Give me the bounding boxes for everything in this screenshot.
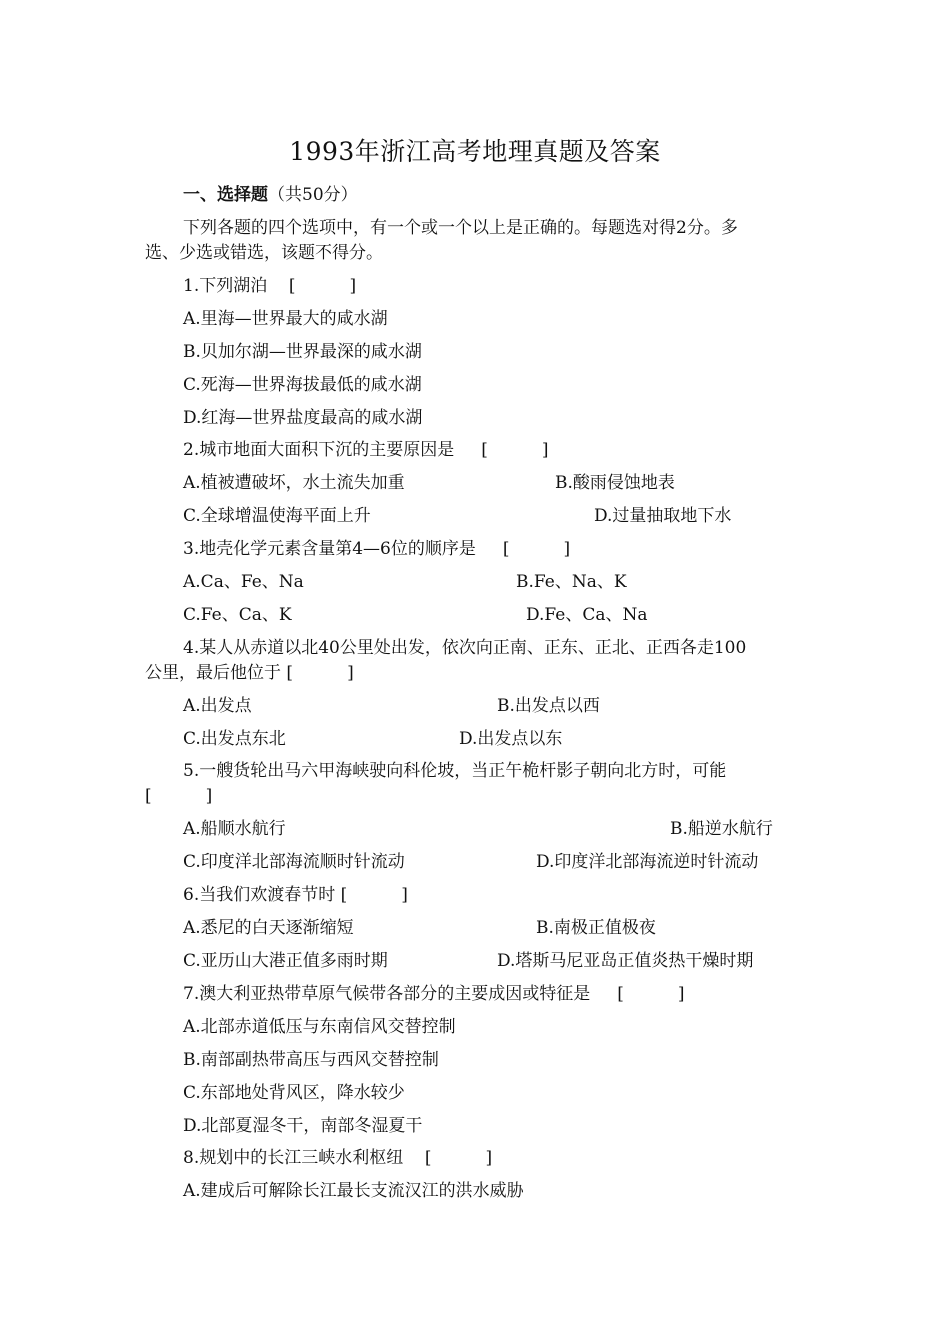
question-7-option-d: D.北部夏湿冬干，南部冬湿夏干	[183, 1116, 423, 1136]
question-5-option-d: D.印度洋北部海流逆时针流动	[536, 852, 759, 872]
question-4-option-c: C.出发点东北	[183, 729, 286, 749]
question-1-option-c: C.死海—世界海拔最低的咸水湖	[183, 375, 422, 395]
question-4-option-b: B.出发点以西	[497, 696, 600, 716]
question-7-option-b: B.南部副热带高压与西风交替控制	[183, 1050, 439, 1070]
question-3-option-b: B.Fe、Na、K	[516, 572, 627, 592]
question-3-stem-line	[183, 537, 570, 561]
question-1-option-b: B.贝加尔湖—世界最深的咸水湖	[183, 342, 422, 362]
question-4-stem-line-1: 4.某人从赤道以北40公里处出发，依次向正南、正东、正北、正西各走100	[183, 638, 747, 658]
section-heading-line	[183, 183, 358, 207]
question-8-stem-line	[183, 1146, 492, 1170]
instructions-line-2: 选、少选或错选，该题不得分。	[145, 243, 383, 263]
page-title: 1993年浙江高考地理真题及答案	[289, 137, 661, 166]
answer-bracket: [ ]	[481, 440, 549, 460]
question-2-option-d: D.过量抽取地下水	[594, 506, 732, 526]
question-7-stem-line	[183, 982, 685, 1006]
question-7-option-a: A.北部赤道低压与东南信风交替控制	[183, 1017, 456, 1037]
answer-bracket: [ ]	[617, 984, 685, 1004]
answer-bracket: [ ]	[145, 786, 213, 806]
question-3-option-a: A.Ca、Fe、Na	[183, 572, 304, 592]
question-3-option-c: C.Fe、Ca、K	[183, 605, 292, 625]
question-6-stem-line	[183, 883, 408, 907]
instructions-line-1: 下列各题的四个选项中，有一个或一个以上是正确的。每题选对得2分。多	[183, 218, 738, 238]
question-2-option-a: A.植被遭破坏，水土流失加重	[183, 473, 405, 493]
question-4-option-d: D.出发点以东	[459, 729, 563, 749]
question-4-option-a: A.出发点	[183, 696, 252, 716]
question-7-stem: 7.澳大利亚热带草原气候带各部分的主要成因或特征是	[183, 984, 591, 1004]
question-2-stem: 2.城市地面大面积下沉的主要原因是	[183, 440, 455, 460]
question-7-option-c: C.东部地处背风区，降水较少	[183, 1083, 405, 1103]
answer-bracket: [ ]	[424, 1148, 493, 1168]
question-6-option-d: D.塔斯马尼亚岛正值炎热干燥时期	[497, 951, 754, 971]
question-3-option-d: D.Fe、Ca、Na	[526, 605, 648, 625]
question-1-option-d: D.红海—世界盐度最高的咸水湖	[183, 408, 423, 428]
question-6-option-a: A.悉尼的白天逐渐缩短	[183, 918, 354, 938]
question-2-stem-line	[183, 438, 549, 462]
question-3-stem: 3.地壳化学元素含量第4—6位的顺序是	[183, 539, 476, 559]
question-8-option-a: A.建成后可解除长江最长支流汉江的洪水威胁	[183, 1181, 524, 1201]
question-2-option-c: C.全球增温使海平面上升	[183, 506, 371, 526]
question-6-option-b: B.南极正值极夜	[536, 918, 656, 938]
question-4-stem-line-2	[145, 661, 354, 685]
question-1-stem: 1.下列湖泊	[183, 276, 268, 296]
question-5-option-a: A.船顺水航行	[183, 819, 286, 839]
question-6-stem: 6.当我们欢渡春节时	[183, 885, 336, 905]
answer-bracket: [ ]	[286, 663, 354, 683]
question-1-stem-line	[183, 274, 356, 298]
question-5-stem-line-1: 5.一艘货轮出马六甲海峡驶向科伦坡，当正午桅杆影子朝向北方时，可能	[183, 761, 727, 781]
section-note: （共50分）	[268, 185, 358, 205]
question-5-stem-line-2	[145, 784, 212, 808]
answer-bracket: [ ]	[502, 539, 571, 559]
answer-bracket: [ ]	[288, 276, 357, 296]
question-8-stem: 8.规划中的长江三峡水利枢纽	[183, 1148, 404, 1168]
answer-bracket: [ ]	[340, 885, 408, 905]
question-5-option-b: B.船逆水航行	[670, 819, 773, 839]
question-4-stem: 公里，最后他位于	[145, 663, 281, 683]
question-2-option-b: B.酸雨侵蚀地表	[555, 473, 675, 493]
question-5-option-c: C.印度洋北部海流顺时针流动	[183, 852, 405, 872]
question-1-option-a: A.里海—世界最大的咸水湖	[183, 309, 388, 329]
section-heading: 一、选择题	[183, 185, 268, 205]
question-6-option-c: C.亚历山大港正值多雨时期	[183, 951, 388, 971]
